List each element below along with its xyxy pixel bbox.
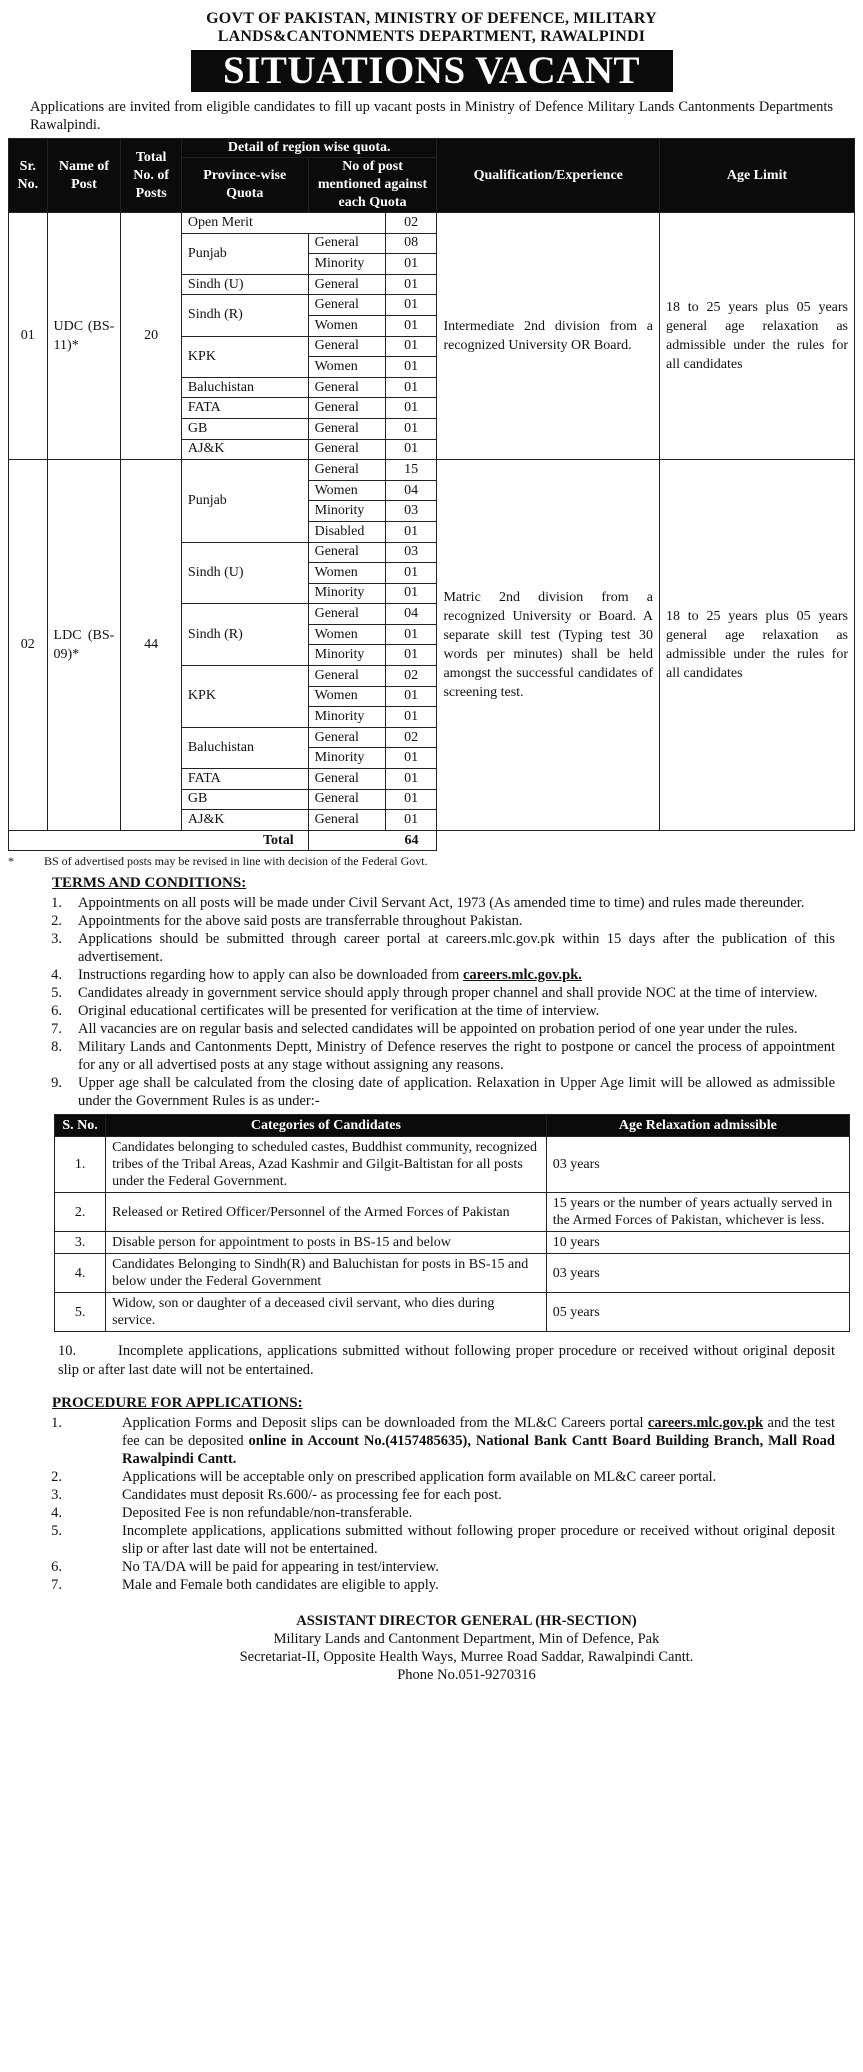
quota-category: Minority: [308, 748, 385, 769]
total-row: [9, 830, 855, 851]
post-age-limit: 18 to 25 years plus 05 years general age relaxation as admissible under the rules for all candidates: [659, 460, 854, 831]
province-quota: Sindh (R): [181, 295, 308, 336]
terms-text-body: Appointments on all posts will be made under Civil Servant Act, 1973 (As amended time to time) and rules made thereunder.: [78, 895, 805, 912]
quota-category: Women: [308, 315, 385, 336]
terms-text-body: Military Lands and Cantonments Deptt, Ministry of Defence reserves the right to postpone or cancel the process of appointment for any or all advertised posts at any stage without assigning any reasons.: [78, 1039, 835, 1074]
province-quota: AJ&K: [181, 810, 308, 831]
quota-count: 01: [385, 254, 437, 275]
terms-text-body: Original educational certificates will be presented for verification at the time of interview.: [78, 1003, 600, 1020]
relax-header-relax: Age Relaxation admissible: [546, 1115, 849, 1137]
terms-item: [8, 912, 855, 930]
quota-count: 04: [385, 480, 437, 501]
quota-count: 01: [385, 624, 437, 645]
post-name: UDC (BS-11)*: [47, 213, 121, 460]
procedure-item: [8, 1504, 855, 1522]
procedure-item: [8, 1414, 855, 1468]
quota-category: General: [308, 769, 385, 790]
procedure-item: [8, 1468, 855, 1486]
province-quota: AJ&K: [181, 439, 308, 460]
quota-category: Disabled: [308, 521, 385, 542]
age-relaxation-table: [54, 1114, 850, 1332]
situations-vacant-banner: SITUATIONS VACANT: [191, 50, 673, 92]
procedure-text: Candidates must deposit Rs.600/- as processing fee for each post.: [122, 1487, 502, 1504]
post-qualification: Intermediate 2nd division from a recognized University OR Board.: [437, 213, 660, 460]
relaxation-years: 03 years: [546, 1254, 849, 1293]
quota-category: General: [308, 295, 385, 316]
relaxation-years: 05 years: [546, 1293, 849, 1332]
quota-count: 01: [385, 789, 437, 810]
province-quota: Sindh (R): [181, 604, 308, 666]
footnote-text: BS of advertised posts may be revised in line with decision of the Federal Govt.: [44, 854, 428, 869]
quota-row: [9, 213, 855, 234]
quota-count: 01: [385, 295, 437, 316]
quota-count: 01: [385, 377, 437, 398]
terms-text: [78, 1020, 835, 1038]
total-blank: [437, 830, 855, 851]
procedure-text: No TA/DA will be paid for appearing in test/interview.: [122, 1559, 439, 1576]
term-10: [8, 1332, 855, 1380]
terms-item: [8, 930, 855, 966]
terms-item: [8, 966, 855, 984]
procedure-1-text-b: and the test fee can be deposited: [122, 1415, 835, 1450]
quota-category: General: [308, 460, 385, 481]
terms-text-body: Applications should be submitted through career portal at careers.mlc.gov.pk within 15 days after the publication of this advertisement.: [78, 931, 835, 966]
terms-number: 9.: [51, 1075, 62, 1092]
col-header-province: Province-wise Quota: [181, 158, 308, 213]
quota-count: 01: [385, 418, 437, 439]
quota-category: General: [308, 233, 385, 254]
signature-title: ASSISTANT DIRECTOR GENERAL (HR-SECTION): [296, 1613, 637, 1630]
procedure-number: 3.: [51, 1487, 62, 1504]
age-relaxation-body: [55, 1137, 850, 1332]
terms-text-body: Candidates already in government service should apply through proper channel and shall provide NOC at the time of interview.: [78, 985, 818, 1002]
quota-count: 01: [385, 645, 437, 666]
procedure-number: 6.: [51, 1559, 62, 1576]
relaxation-years: 10 years: [546, 1232, 849, 1254]
col-header-post: Name of Post: [47, 139, 121, 213]
terms-number: 1.: [51, 895, 62, 912]
terms-text-body: Instructions regarding how to apply can also be downloaded from: [78, 967, 463, 984]
relaxation-sn: 5.: [55, 1293, 106, 1332]
procedure-item: [8, 1522, 855, 1558]
quota-count: 02: [385, 727, 437, 748]
relaxation-years: 03 years: [546, 1137, 849, 1193]
relaxation-row: [55, 1193, 850, 1232]
quota-count: 01: [385, 439, 437, 460]
procedure-list: [8, 1414, 855, 1594]
procedure-item: [8, 1576, 855, 1594]
province-quota: Open Merit: [181, 213, 385, 234]
quota-category: General: [308, 377, 385, 398]
quota-category: General: [308, 727, 385, 748]
relaxation-category: Widow, son or daughter of a deceased civil servant, who dies during service.: [106, 1293, 547, 1332]
col-header-region-detail: Detail of region wise quota.: [181, 139, 437, 158]
quota-count: 08: [385, 233, 437, 254]
relaxation-sn: 2.: [55, 1193, 106, 1232]
quota-count: 01: [385, 521, 437, 542]
terms-title: TERMS AND CONDITIONS:: [52, 875, 247, 892]
quota-category: General: [308, 398, 385, 419]
quota-category: General: [308, 604, 385, 625]
signature-block: [8, 1612, 855, 1684]
relaxation-sn: 1.: [55, 1137, 106, 1193]
signature-line-2: Secretariat-II, Opposite Health Ways, Murree Road Saddar, Rawalpindi Cantt.: [239, 1649, 694, 1666]
province-quota: Baluchistan: [181, 377, 308, 398]
quota-count: 01: [385, 686, 437, 707]
relaxation-row: [55, 1137, 850, 1193]
terms-text-body: All vacancies are on regular basis and selected candidates will be appointed on probation period of one year under the rules.: [78, 1021, 798, 1038]
terms-text-body: Appointments for the above said posts are transferrable throughout Pakistan.: [78, 913, 523, 930]
col-header-qualification: Qualification/Experience: [437, 139, 660, 213]
col-header-no-posts: No of post mentioned against each Quota: [308, 158, 437, 213]
terms-text: [78, 966, 835, 984]
terms-text: [78, 1038, 835, 1074]
province-quota: KPK: [181, 336, 308, 377]
col-header-total: Total No. of Posts: [121, 139, 182, 213]
total-label: Total: [9, 830, 309, 851]
careers-portal-link[interactable]: careers.mlc.gov.pk.: [462, 967, 582, 984]
term-10-text: Incomplete applications, applications submitted without following proper procedure or received without original deposit slip or after last date will not be entertained.: [58, 1343, 835, 1379]
header-line-1: GOVT OF PAKISTAN, MINISTRY OF DEFENCE, MILITARY: [206, 10, 657, 27]
footnote-star: *: [8, 854, 14, 869]
quota-category: Women: [308, 686, 385, 707]
quota-count: 01: [385, 398, 437, 419]
relax-header-sn: S. No.: [55, 1115, 106, 1137]
relaxation-sn: 3.: [55, 1232, 106, 1254]
province-quota: Baluchistan: [181, 727, 308, 768]
terms-text: [78, 912, 835, 930]
quota-category: General: [308, 418, 385, 439]
quota-category: Minority: [308, 583, 385, 604]
quota-count: 15: [385, 460, 437, 481]
relaxation-sn: 4.: [55, 1254, 106, 1293]
quota-count: 01: [385, 748, 437, 769]
province-quota: GB: [181, 789, 308, 810]
terms-item: [8, 1020, 855, 1038]
province-quota: FATA: [181, 398, 308, 419]
terms-text: [78, 930, 835, 966]
quota-count: 01: [385, 810, 437, 831]
procedure-title: PROCEDURE FOR APPLICATIONS:: [52, 1395, 303, 1412]
quota-category: General: [308, 439, 385, 460]
procedure-text: [78, 1414, 835, 1468]
post-age-limit: 18 to 25 years plus 05 years general age relaxation as admissible under the rules for all candidates: [659, 213, 854, 460]
terms-number: 6.: [51, 1003, 62, 1020]
procedure-number: 7.: [51, 1577, 62, 1594]
procedure-number: 2.: [51, 1469, 62, 1486]
province-quota: Sindh (U): [181, 274, 308, 295]
footnote: [8, 851, 855, 868]
header-line-2: LANDS&CANTONMENTS DEPARTMENT, RAWALPINDI: [217, 28, 646, 45]
quota-count: 01: [385, 707, 437, 728]
terms-number: 3.: [51, 931, 62, 948]
province-quota: Sindh (U): [181, 542, 308, 604]
quota-category: Minority: [308, 645, 385, 666]
relaxation-years: 15 years or the number of years actually served in the Armed Forces of Pakistan, whichever is less.: [546, 1193, 849, 1232]
terms-item: [8, 1002, 855, 1020]
terms-text: [78, 984, 835, 1002]
terms-text-body: Upper age shall be calculated from the closing date of application. Relaxation in Upper Age limit will be allowed as admissible under the Government Rules is as under:-: [78, 1075, 835, 1110]
province-quota: Punjab: [181, 460, 308, 542]
quota-category: Minority: [308, 501, 385, 522]
terms-number: 2.: [51, 913, 62, 930]
post-sr-number: 02: [9, 460, 48, 831]
quota-count: 02: [385, 666, 437, 687]
relaxation-row: [55, 1293, 850, 1332]
quota-count: 01: [385, 769, 437, 790]
terms-number: 8.: [51, 1039, 62, 1056]
term-10-number: 10.: [58, 1343, 77, 1360]
quota-count: 03: [385, 501, 437, 522]
quota-category: Minority: [308, 254, 385, 275]
terms-text: [78, 894, 835, 912]
signature-phone: Phone No.051-9270316: [397, 1667, 536, 1684]
quota-count: 04: [385, 604, 437, 625]
quota-category: General: [308, 666, 385, 687]
quota-category: Women: [308, 357, 385, 378]
procedure-text: Deposited Fee is non refundable/non-transferable.: [122, 1505, 413, 1522]
col-header-age: Age Limit: [659, 139, 854, 213]
quota-category: General: [308, 274, 385, 295]
relaxation-row: [55, 1232, 850, 1254]
terms-number: 4.: [51, 967, 62, 984]
procedure-number: 4.: [51, 1505, 62, 1522]
terms-number: 7.: [51, 1021, 62, 1038]
quota-count: 01: [385, 336, 437, 357]
procedure-1-text-a: Application Forms and Deposit slips can be downloaded from the ML&C Careers portal: [122, 1415, 648, 1432]
post-sr-number: 01: [9, 213, 48, 460]
quota-category: Women: [308, 563, 385, 584]
terms-item: [8, 984, 855, 1002]
quota-count: 01: [385, 583, 437, 604]
quota-category: General: [308, 789, 385, 810]
terms-list: [8, 894, 855, 1110]
quota-category: General: [308, 336, 385, 357]
procedure-number: 1.: [51, 1415, 62, 1432]
province-quota: FATA: [181, 769, 308, 790]
relaxation-category: Candidates belonging to scheduled castes, Buddhist community, recognized tribes of the Tribal Areas, Azad Kashmir and Gilgit-Baltistan for all posts under the Federal Government.: [106, 1137, 547, 1193]
procedure-item: [8, 1486, 855, 1504]
quota-count: 01: [385, 563, 437, 584]
relaxation-category: Candidates Belonging to Sindh(R) and Baluchistan for posts in BS-15 and below under the Federal Government: [106, 1254, 547, 1293]
post-name: LDC (BS-09)*: [47, 460, 121, 831]
procedure-text: Applications will be acceptable only on prescribed application form available on ML&C career portal.: [122, 1469, 717, 1486]
quota-count: 02: [385, 213, 437, 234]
terms-number: 5.: [51, 985, 62, 1002]
province-quota: Punjab: [181, 233, 308, 274]
post-total: 20: [121, 213, 182, 460]
relaxation-category: Released or Retired Officer/Personnel of the Armed Forces of Pakistan: [106, 1193, 547, 1232]
post-qualification: Matric 2nd division from a recognized University or Board. A separate skill test (Typing test 30 words per minutes) shall be held amongst the successful candidates of screening test.: [437, 460, 660, 831]
province-quota: GB: [181, 418, 308, 439]
procedure-number: 5.: [51, 1523, 62, 1540]
procedure-item: [8, 1558, 855, 1576]
bank-account-details: online in Account No.(4157485635), National Bank Cantt Board Building Branch, Mall Road Rawalpindi Cantt.: [122, 1433, 835, 1468]
relaxation-category: Disable person for appointment to posts in BS-15 and below: [106, 1232, 547, 1254]
procedure-text: Male and Female both candidates are eligible to apply.: [122, 1577, 439, 1594]
post-total: 44: [121, 460, 182, 831]
terms-item: [8, 1074, 855, 1110]
terms-text: [78, 1002, 835, 1020]
relaxation-row: [55, 1254, 850, 1293]
careers-portal-link[interactable]: careers.mlc.gov.pk: [647, 1415, 764, 1432]
quota-count: 03: [385, 542, 437, 563]
quota-category: Women: [308, 624, 385, 645]
quota-count: 01: [385, 357, 437, 378]
terms-item: [8, 894, 855, 912]
quota-category: General: [308, 810, 385, 831]
vacancy-table-body: [9, 213, 855, 851]
col-header-sr: Sr. No.: [9, 139, 48, 213]
quota-count: 01: [385, 274, 437, 295]
quota-category: Minority: [308, 707, 385, 728]
quota-row: [9, 460, 855, 481]
procedure-text: Incomplete applications, applications submitted without following proper procedure or received without original deposit slip or after last date will not be entertained.: [122, 1523, 835, 1558]
quota-category: Women: [308, 480, 385, 501]
quota-category: General: [308, 542, 385, 563]
relax-header-category: Categories of Candidates: [106, 1115, 547, 1137]
vacancy-table: [8, 138, 855, 851]
province-quota: KPK: [181, 666, 308, 728]
quota-count: 01: [385, 315, 437, 336]
total-value: 64: [308, 830, 437, 851]
terms-text: [78, 1074, 835, 1110]
terms-item: [8, 1038, 855, 1074]
intro-paragraph: Applications are invited from eligible candidates to fill up vacant posts in Ministry of Defence Military Lands Cantonments Departments Rawalpindi.: [30, 99, 833, 133]
signature-line-1: Military Lands and Cantonment Department, Min of Defence, Pak: [273, 1631, 660, 1648]
